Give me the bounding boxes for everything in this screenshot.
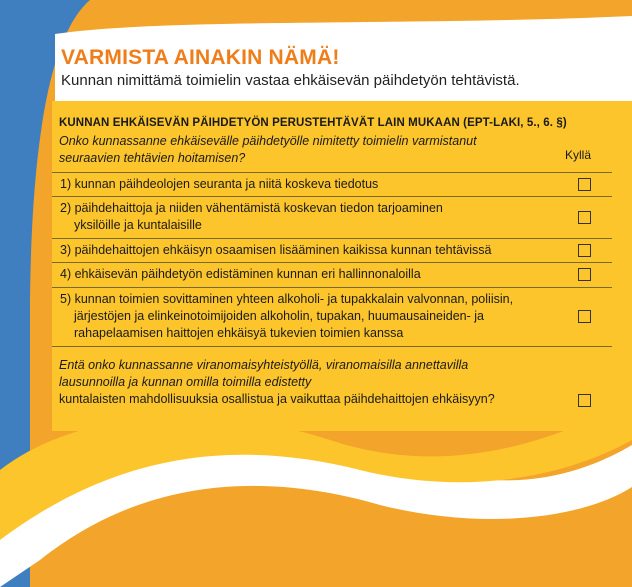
checklist-item-line: 3) päihdehaittojen ehkäisyn osaamisen lisääminen kaikissa kunnan tehtävissä [60,243,492,257]
checklist-question: Onko kunnassanne ehkäisevälle päihdetyölle nimitetty toimielin varmistanut seuraavien tehtävien hoitamisen? [59,134,477,165]
final-question-line: lausunnoilla ja kunnan omilla toimilla edistetty [59,375,312,389]
checklist-item-text [52,239,560,259]
yes-checkbox[interactable] [578,268,591,281]
yes-column-label: Kyllä [565,148,592,162]
checklist-item-line: yksilöille ja kuntalaisille [74,218,202,232]
yes-checkbox[interactable] [578,244,591,257]
yes-checkbox[interactable] [578,310,591,323]
checklist-item-line: 1) kunnan päihdeolojen seuranta ja niitä koskeva tiedotus [60,177,379,191]
checklist-item-line: 4) ehkäisevän päihdetyön edistäminen kunnan eri hallinnonaloilla [60,267,421,281]
checklist-row [52,172,612,196]
checklist-item-text [52,288,560,342]
final-question [59,357,559,408]
checklist-item-text [52,263,560,283]
checklist-row [52,238,612,262]
page-title: VARMISTA AINAKIN NÄMÄ! [61,46,340,69]
page-subtitle: Kunnan nimittämä toimielin vastaa ehkäisevän päihdetyön tehtävistä. [61,72,520,89]
yes-checkbox[interactable] [578,211,591,224]
checklist-rows [52,172,612,347]
checklist-row [52,287,612,347]
checklist-row [52,196,612,238]
checklist-item-text [52,197,560,234]
checklist-item-line: 2) päihdehaittoja ja niiden vähentämistä koskevan tiedon tarjoaminen [60,201,443,215]
final-yes-checkbox[interactable] [578,394,591,407]
checklist-heading: KUNNAN EHKÄISEVÄN PÄIHDETYÖN PERUSTEHTÄVÄT LAIN MUKAAN (EPT-LAKI, 5., 6. §) [59,117,567,129]
checklist-item-line: järjestöjen ja elinkeinotoimijoiden alkoholin, tupakan, huumausaineiden- ja [74,309,484,323]
checklist-item-line: rahapelaamisen haittojen ehkäisyä tukevien toimien kanssa [74,326,404,340]
final-question-line: Entä onko kunnassanne viranomaisyhteistyöllä, viranomaisilla annettavilla [59,358,469,372]
final-question-line: kuntalaisten mahdollisuuksia osallistua ja vaikuttaa päihdehaittojen ehkäisyyn? [59,392,495,406]
checklist-item-text [52,173,560,193]
checklist-item-line: 5) kunnan toimien sovittaminen yhteen alkoholi- ja tupakkalain valvonnan, poliisin, [60,292,514,306]
checklist-row [52,262,612,287]
yes-checkbox[interactable] [578,178,591,191]
